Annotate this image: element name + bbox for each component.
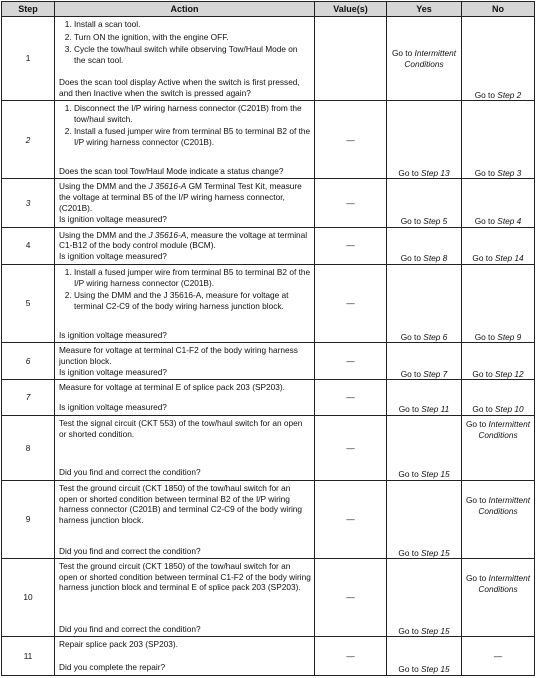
no-cell <box>462 480 535 558</box>
yes-cell <box>387 343 462 380</box>
target-label: Step 8 <box>423 253 448 264</box>
yes-cell <box>387 179 462 227</box>
yes-link[interactable] <box>387 469 461 480</box>
go-to-label: Go to <box>398 664 419 675</box>
action-text: Test the signal circuit (CKT 553) of the tow/haul switch for an open or shorted condition. <box>59 417 303 439</box>
go-to-label: Go to <box>472 253 493 264</box>
step-number: 3 <box>2 179 55 227</box>
yes-cell <box>387 264 462 342</box>
no-cell <box>462 380 535 416</box>
yes-link[interactable] <box>387 48 461 69</box>
target-label: Step 15 <box>421 469 450 480</box>
go-to-label: Go to <box>465 418 487 429</box>
value-dash: — <box>346 592 355 603</box>
value-cell <box>315 637 387 676</box>
yes-cell <box>387 380 462 416</box>
header-action: Action <box>55 2 315 17</box>
action-question: Is ignition voltage measured? <box>59 213 167 224</box>
no-cell <box>462 101 535 179</box>
value-cell <box>315 380 387 416</box>
go-to-label: Go to <box>472 368 493 379</box>
table-row <box>2 227 535 264</box>
go-to-label: Go to <box>474 331 495 342</box>
diagnostic-table <box>1 1 535 676</box>
go-to-label: Go to <box>465 494 487 505</box>
value-dash: — <box>346 442 355 453</box>
table-row <box>2 101 535 179</box>
value-cell <box>315 415 387 480</box>
yes-link[interactable] <box>387 626 461 637</box>
target-label: Step 2 <box>497 89 522 100</box>
yes-link[interactable] <box>387 369 461 380</box>
action-item: 1. Install a fused jumper wire from terminal B5 to terminal B2 of the I/P wiring harness connector (C201B). <box>74 267 311 288</box>
value-dash: — <box>346 298 355 309</box>
target-label: Step 7 <box>423 368 448 379</box>
go-to-label: Go to <box>398 404 419 415</box>
value-cell <box>315 559 387 637</box>
table-row <box>2 480 535 558</box>
table-row <box>2 17 535 101</box>
no-link[interactable] <box>462 332 534 343</box>
header-step: Step <box>2 2 55 17</box>
header-values: Value(s) <box>315 2 387 17</box>
step-number: 1 <box>2 17 55 101</box>
header-row <box>2 2 535 17</box>
action-question: Does the scan tool Tow/Haul Mode indicate a status change? <box>59 165 284 176</box>
target-label: Step 12 <box>495 368 524 379</box>
action-cell <box>55 179 315 227</box>
go-to-label: Go to <box>472 404 493 415</box>
action-question: Is ignition voltage measured? <box>59 402 167 413</box>
action-question: Did you find and correct the condition? <box>59 545 201 556</box>
action-text: Measure for voltage at terminal C1-F2 of the body wiring harness junction block. <box>59 345 298 366</box>
target-label: Step 5 <box>423 215 448 226</box>
action-text: Test the ground circuit (CKT 1850) of the tow/haul switch for an open or shorted condition between terminal B2 of the I/P wiring harness connector (C201B) and terminal C2-C9 of the body wiring harness junction block. <box>59 482 303 525</box>
table-row <box>2 264 535 342</box>
go-to-label: Go to <box>474 167 495 178</box>
no-link[interactable] <box>462 419 534 440</box>
go-to-label: Go to <box>400 331 421 342</box>
value-dash: — <box>346 514 355 525</box>
step-number: 5 <box>2 264 55 342</box>
step-number: 10 <box>2 559 55 637</box>
yes-link[interactable] <box>387 404 461 415</box>
no-cell <box>462 179 535 227</box>
yes-cell <box>387 101 462 179</box>
no-link[interactable] <box>462 369 534 380</box>
target-label: Step 9 <box>497 331 522 342</box>
yes-cell <box>387 480 462 558</box>
target-label: Intermittent Conditions <box>478 418 531 440</box>
no-link[interactable] <box>462 573 534 594</box>
target-label: Step 15 <box>421 664 450 675</box>
action-question: Did you find and correct the condition? <box>59 623 201 634</box>
target-label: Step 15 <box>421 547 450 558</box>
no-link[interactable] <box>462 253 534 264</box>
value-dash: — <box>346 197 355 208</box>
yes-link[interactable] <box>387 216 461 227</box>
no-cell <box>462 559 535 637</box>
target-label: Intermittent Conditions <box>478 573 531 594</box>
value-cell <box>315 480 387 558</box>
header-yes: Yes <box>387 2 462 17</box>
action-text: Measure for voltage at terminal E of splice pack 203 (SP203). <box>59 382 285 393</box>
table-row <box>2 343 535 380</box>
action-cell <box>55 17 315 101</box>
step-number: 6 <box>2 343 55 380</box>
value-dash: — <box>346 650 355 661</box>
table-row <box>2 179 535 227</box>
action-text: Using the DMM and the J 35616-A GM Terminal Test Kit, measure the voltage at terminal B5 of the I/P wiring harness connector, (C201B). <box>59 181 302 213</box>
target-label: Step 14 <box>495 253 524 264</box>
target-label: Step 4 <box>497 215 522 226</box>
yes-cell <box>387 17 462 101</box>
go-to-label: Go to <box>391 48 413 59</box>
table-row <box>2 380 535 416</box>
action-item: 3. Cycle the tow/haul switch while observing Tow/Haul Mode on the scan tool. <box>74 44 311 65</box>
value-dash: — <box>346 134 355 145</box>
action-text: Repair splice pack 203 (SP203). <box>59 639 178 650</box>
go-to-label: Go to <box>465 573 487 584</box>
action-cell <box>55 415 315 480</box>
yes-link[interactable] <box>387 168 461 179</box>
target-label: Step 11 <box>421 404 450 415</box>
target-label: Step 6 <box>423 331 448 342</box>
no-cell <box>462 264 535 342</box>
go-to-label: Go to <box>398 469 419 480</box>
target-label: Step 15 <box>421 625 450 636</box>
action-text: Using the DMM and the J 35616-A, measure the voltage at terminal C1-B12 of the body control module (BCM). <box>59 229 308 251</box>
target-label: Intermittent Conditions <box>404 48 457 69</box>
yes-cell <box>387 559 462 637</box>
action-question: Is ignition voltage measured? <box>59 366 167 377</box>
action-cell <box>55 264 315 342</box>
action-cell <box>55 380 315 416</box>
target-label: Step 13 <box>421 167 450 178</box>
no-link[interactable] <box>462 216 534 227</box>
value-cell <box>315 101 387 179</box>
header-no: No <box>462 2 535 17</box>
action-cell <box>55 343 315 380</box>
value-cell <box>315 227 387 264</box>
step-number: 4 <box>2 227 55 264</box>
no-link[interactable] <box>462 90 534 101</box>
no-link[interactable] <box>462 495 534 516</box>
target-label: Step 10 <box>495 404 524 415</box>
target-label: Intermittent Conditions <box>478 494 531 516</box>
action-cell <box>55 637 315 676</box>
table-row <box>2 559 535 637</box>
go-to-label: Go to <box>474 215 495 226</box>
tool-name: J 35616-A <box>148 181 187 192</box>
go-to-label: Go to <box>474 89 495 100</box>
yes-link[interactable] <box>387 253 461 264</box>
target-label: Step 3 <box>497 167 522 178</box>
action-item: 2. Install a fused jumper wire from terminal B5 to terminal B2 of the I/P wiring harness connector (C201B). <box>74 126 311 147</box>
no-cell <box>462 343 535 380</box>
yes-cell <box>387 415 462 480</box>
value-cell <box>315 179 387 227</box>
action-item: 1. Install a scan tool. <box>74 19 311 30</box>
action-cell <box>55 101 315 179</box>
action-question: Is ignition voltage measured? <box>59 251 167 262</box>
action-question: Is ignition voltage measured? <box>59 329 167 340</box>
no-cell <box>462 17 535 101</box>
value-cell <box>315 264 387 342</box>
yes-cell <box>387 227 462 264</box>
no-cell <box>462 415 535 480</box>
go-to-label: Go to <box>398 167 419 178</box>
action-item: 1. Disconnect the I/P wiring harness connector (C201B) from the tow/haul switch. <box>74 103 311 124</box>
value-dash: — <box>346 240 355 251</box>
tool-name: J 35616-A <box>148 229 187 240</box>
action-question: Did you complete the repair? <box>59 662 166 673</box>
table-row <box>2 637 535 676</box>
step-number: 11 <box>2 637 55 676</box>
action-question: Does the scan tool display Active when the switch is first pressed, and then Inactive when the switch is pressed again? <box>59 77 300 98</box>
step-number: 8 <box>2 415 55 480</box>
go-to-label: Go to <box>398 547 419 558</box>
action-cell <box>55 480 315 558</box>
go-to-label: Go to <box>400 368 421 379</box>
yes-link[interactable] <box>387 664 461 675</box>
no-link[interactable] <box>462 404 534 415</box>
action-cell <box>55 559 315 637</box>
value-cell <box>315 17 387 101</box>
no-link[interactable] <box>462 168 534 179</box>
action-cell <box>55 227 315 264</box>
go-to-label: Go to <box>400 215 421 226</box>
no-cell <box>462 227 535 264</box>
no-dash: — <box>493 650 503 661</box>
action-text: Test the ground circuit (CKT 1850) of the tow/haul switch for an open or shorted condition between terminal C1-F2 of the body wiring harness junction block and terminal E of splice pack 203 (SP203). <box>59 561 311 593</box>
value-dash: — <box>346 392 355 403</box>
no-cell <box>462 637 535 676</box>
yes-cell <box>387 637 462 676</box>
step-number: 9 <box>2 480 55 558</box>
yes-link[interactable] <box>387 548 461 559</box>
step-number: 7 <box>2 380 55 416</box>
yes-link[interactable] <box>387 332 461 343</box>
action-item: 2. Using the DMM and the J 35616-A, measure for voltage at terminal C2-C9 of the body wiring harness junction block. <box>74 290 311 311</box>
go-to-label: Go to <box>398 625 419 636</box>
action-question: Did you find and correct the condition? <box>59 467 201 478</box>
table-row <box>2 415 535 480</box>
value-cell <box>315 343 387 380</box>
step-number: 2 <box>2 101 55 179</box>
value-dash: — <box>346 355 355 366</box>
action-item: 2. Turn ON the ignition, with the engine OFF. <box>74 32 311 43</box>
go-to-label: Go to <box>400 253 421 264</box>
